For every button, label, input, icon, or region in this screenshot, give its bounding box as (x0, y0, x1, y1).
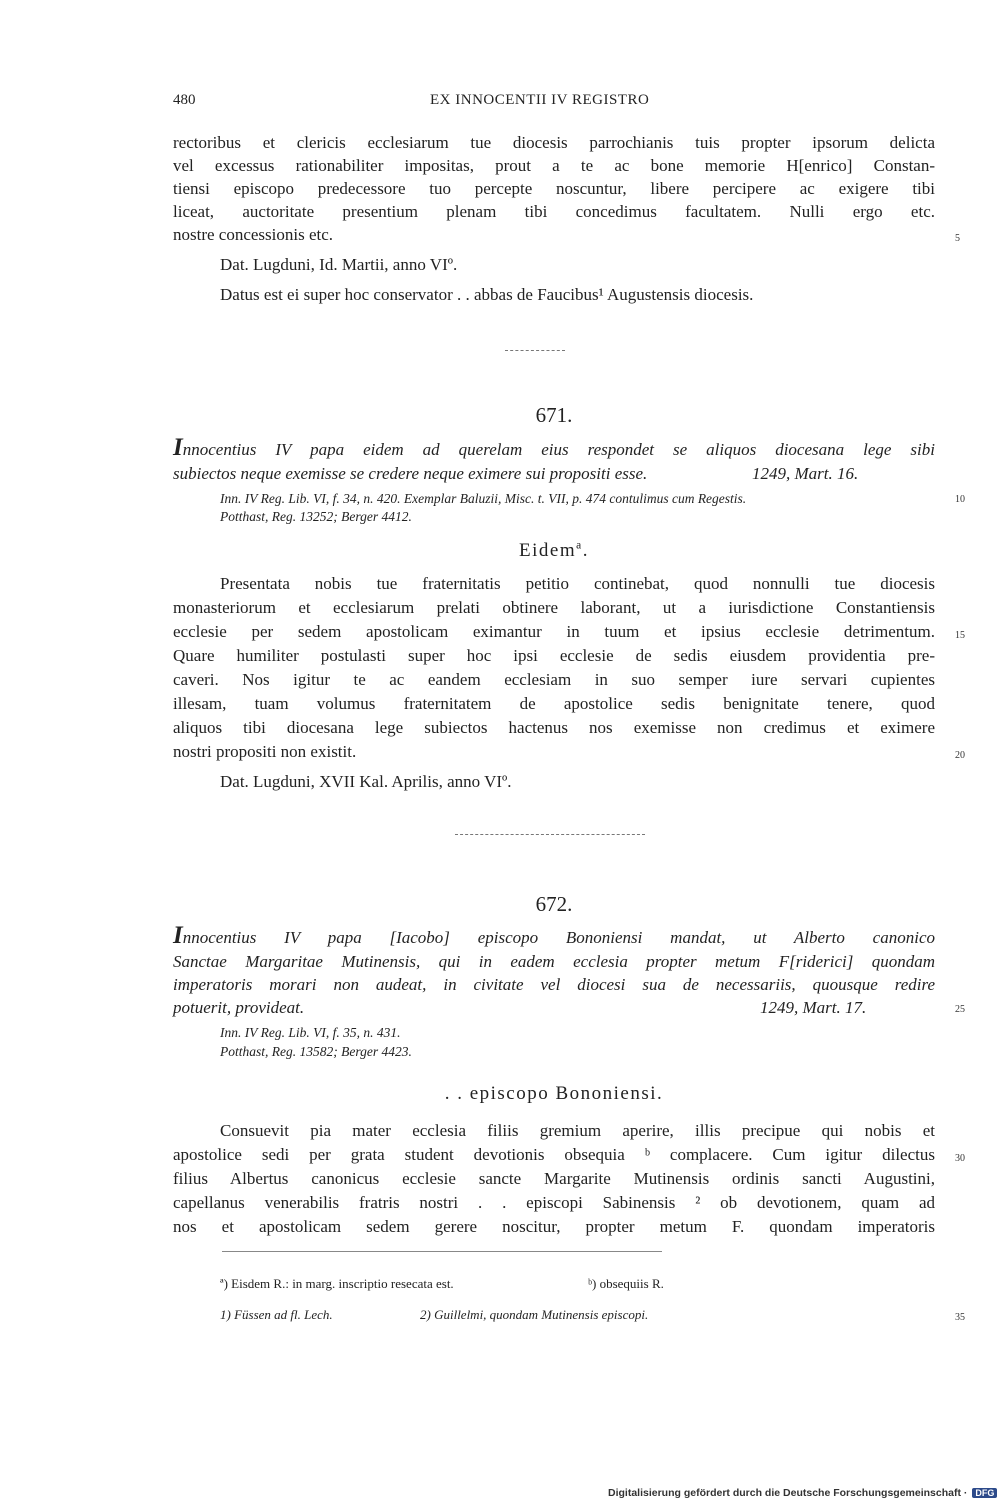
text-line: nos et apostolicam sedem gerere noscitur, propter metum F. quondam imperatoris (173, 1217, 935, 1236)
regest-line (173, 924, 935, 950)
text-line: illesam, tuam volumus fraternitatem de apostolice sedis benignitate tenere, quod (173, 694, 935, 713)
text-line: Quare humiliter postulasti super hoc ipsi ecclesie de sedis eiusdem providentia pre- (173, 646, 935, 665)
text-line: nostri propositi non existit. (173, 742, 357, 761)
text-line: capellanus venerabilis fratris nostri . . episcopi Sabinensis ² ob devotionem, quam ad (173, 1193, 935, 1212)
text-line: tiensi episcopo predecessore tuo percepte noscuntur, libere percipere ac exigere tibi (173, 179, 935, 198)
footer-text: Digitalisierung gefördert durch die Deutsche Forschungsgemeinschaft (608, 1487, 961, 1499)
dfg-logo-icon: DFG (972, 1488, 997, 1498)
section-separator (455, 834, 645, 835)
footnote-2: 2) Guillelmi, quondam Mutinensis episcopi. (420, 1307, 649, 1322)
regest-line: imperatoris morari non audeat, in civitate vel diocesi sua de necessariis, quousque redire (173, 975, 935, 994)
regest-initial: I (173, 434, 183, 461)
address-heading: . . episcopo Bononiensi. (444, 1083, 664, 1104)
text-line: caveri. Nos igitur te ac eandem ecclesiam in suo semper iure servari cupientes (173, 670, 935, 689)
line-number: 20 (955, 750, 965, 761)
text-line: liceat, auctoritate presentium plenam tibi concedimus facultatem. Nulli ergo etc. (173, 202, 935, 221)
text-line: aliquos tibi diocesana lege subiectos hactenus nos exemisse non credimus et eximere (173, 718, 935, 737)
dating-clause: Dat. Lugduni, Id. Martii, anno VIº. (220, 255, 458, 274)
text-line: rectoribus et clericis ecclesiarum tue diocesis parrochianis tuis propter ipsorum delicta (173, 133, 935, 152)
footnote-a-text: ª) Eisdem R.: in marg. inscriptio resecata est. (220, 1276, 454, 1291)
line-number: 15 (955, 630, 965, 641)
regest-initial: I (173, 922, 183, 949)
running-title: EX INNOCENTII IV REGISTRO (430, 92, 650, 108)
line-number: 10 (955, 494, 965, 505)
page-number: 480 (173, 92, 196, 108)
dating-clause: Dat. Lugduni, XVII Kal. Aprilis, anno VIº. (220, 772, 512, 791)
regest-line (173, 436, 935, 462)
doc-number: 672. (535, 892, 573, 916)
text-line: ecclesie per sedem apostolicam eximantur in tuum et ipsius ecclesie detrimentum. (173, 622, 935, 641)
regest-date: 1249, Mart. 17. (760, 998, 867, 1017)
digitization-footer: Digitalisierung gefördert durch die Deutsche Forschungsgemeinschaft · DFG (608, 1487, 997, 1499)
note-marker: a (576, 539, 583, 552)
text-line: apostolice sedi per grata student devotionis obsequia ᵇ complacere. Cum igitur dilectus (173, 1145, 935, 1164)
text-line: filius Albertus canonicus ecclesie sancte Margarite Mutinensis ordinis sancti Augustini, (173, 1169, 935, 1188)
footnote-a (220, 1276, 454, 1292)
line-number: 25 (955, 1004, 965, 1015)
address-text: Eidem (519, 540, 577, 561)
text-line: Presentata nobis tue fraternitatis petitio continebat, quod nonnulli tue diocesis (220, 574, 935, 593)
conservator-note: Datus est ei super hoc conservator . . abbas de Faucibus¹ Augustensis diocesis. (220, 285, 754, 304)
line-number: 5 (955, 233, 960, 244)
text-line: nostre concessionis etc. (173, 225, 334, 244)
regest-line: subiectos neque exemisse se credere neque eximere sui propositi esse. (173, 464, 648, 483)
regest-line: Sanctae Margaritae Mutinensis, qui in eadem ecclesia propter metum F[riderici] quondam (173, 952, 935, 971)
source-line: Inn. IV Reg. Lib. VI, f. 35, n. 431. (220, 1025, 401, 1040)
line-number: 35 (955, 1312, 965, 1323)
doc-number: 671. (535, 403, 573, 427)
source-line: Potthast, Reg. 13252; Berger 4412. (220, 509, 412, 524)
footnote-1: 1) Füssen ad fl. Lech. (220, 1307, 333, 1322)
text-line: Consuevit pia mater ecclesia filiis gremium aperire, illis precipue qui nobis et (220, 1121, 935, 1140)
address-heading: Eidem$^a$. (519, 539, 589, 561)
regest-date: 1249, Mart. 16. (752, 464, 859, 483)
regest-text: nnocentius IV papa eidem ad querelam eius respondet se aliquos diocesana lege sibi (182, 440, 935, 459)
footnote-rule (222, 1251, 662, 1252)
text-line: vel excessus rationabiliter impositas, prout a te ac bone memorie H[enrico] Constan- (173, 156, 935, 175)
regest-text: nnocentius IV papa [Iacobo] episcopo Bononiensi mandat, ut Alberto canonico (182, 928, 935, 947)
line-number: 30 (955, 1153, 965, 1164)
source-line: Inn. IV Reg. Lib. VI, f. 34, n. 420. Exemplar Baluzii, Misc. t. VII, p. 474 contulimus cum Regestis. (220, 491, 747, 506)
regest-line: potuerit, provideat. (173, 998, 305, 1017)
source-line: Potthast, Reg. 13582; Berger 4423. (220, 1044, 412, 1059)
section-separator (505, 350, 565, 351)
footnote-b: ᵇ) obsequiis R. (588, 1276, 664, 1291)
text-line: monasteriorum et ecclesiarum prelati obtinere laborant, ut a iurisdictione Constantiensis (173, 598, 935, 617)
